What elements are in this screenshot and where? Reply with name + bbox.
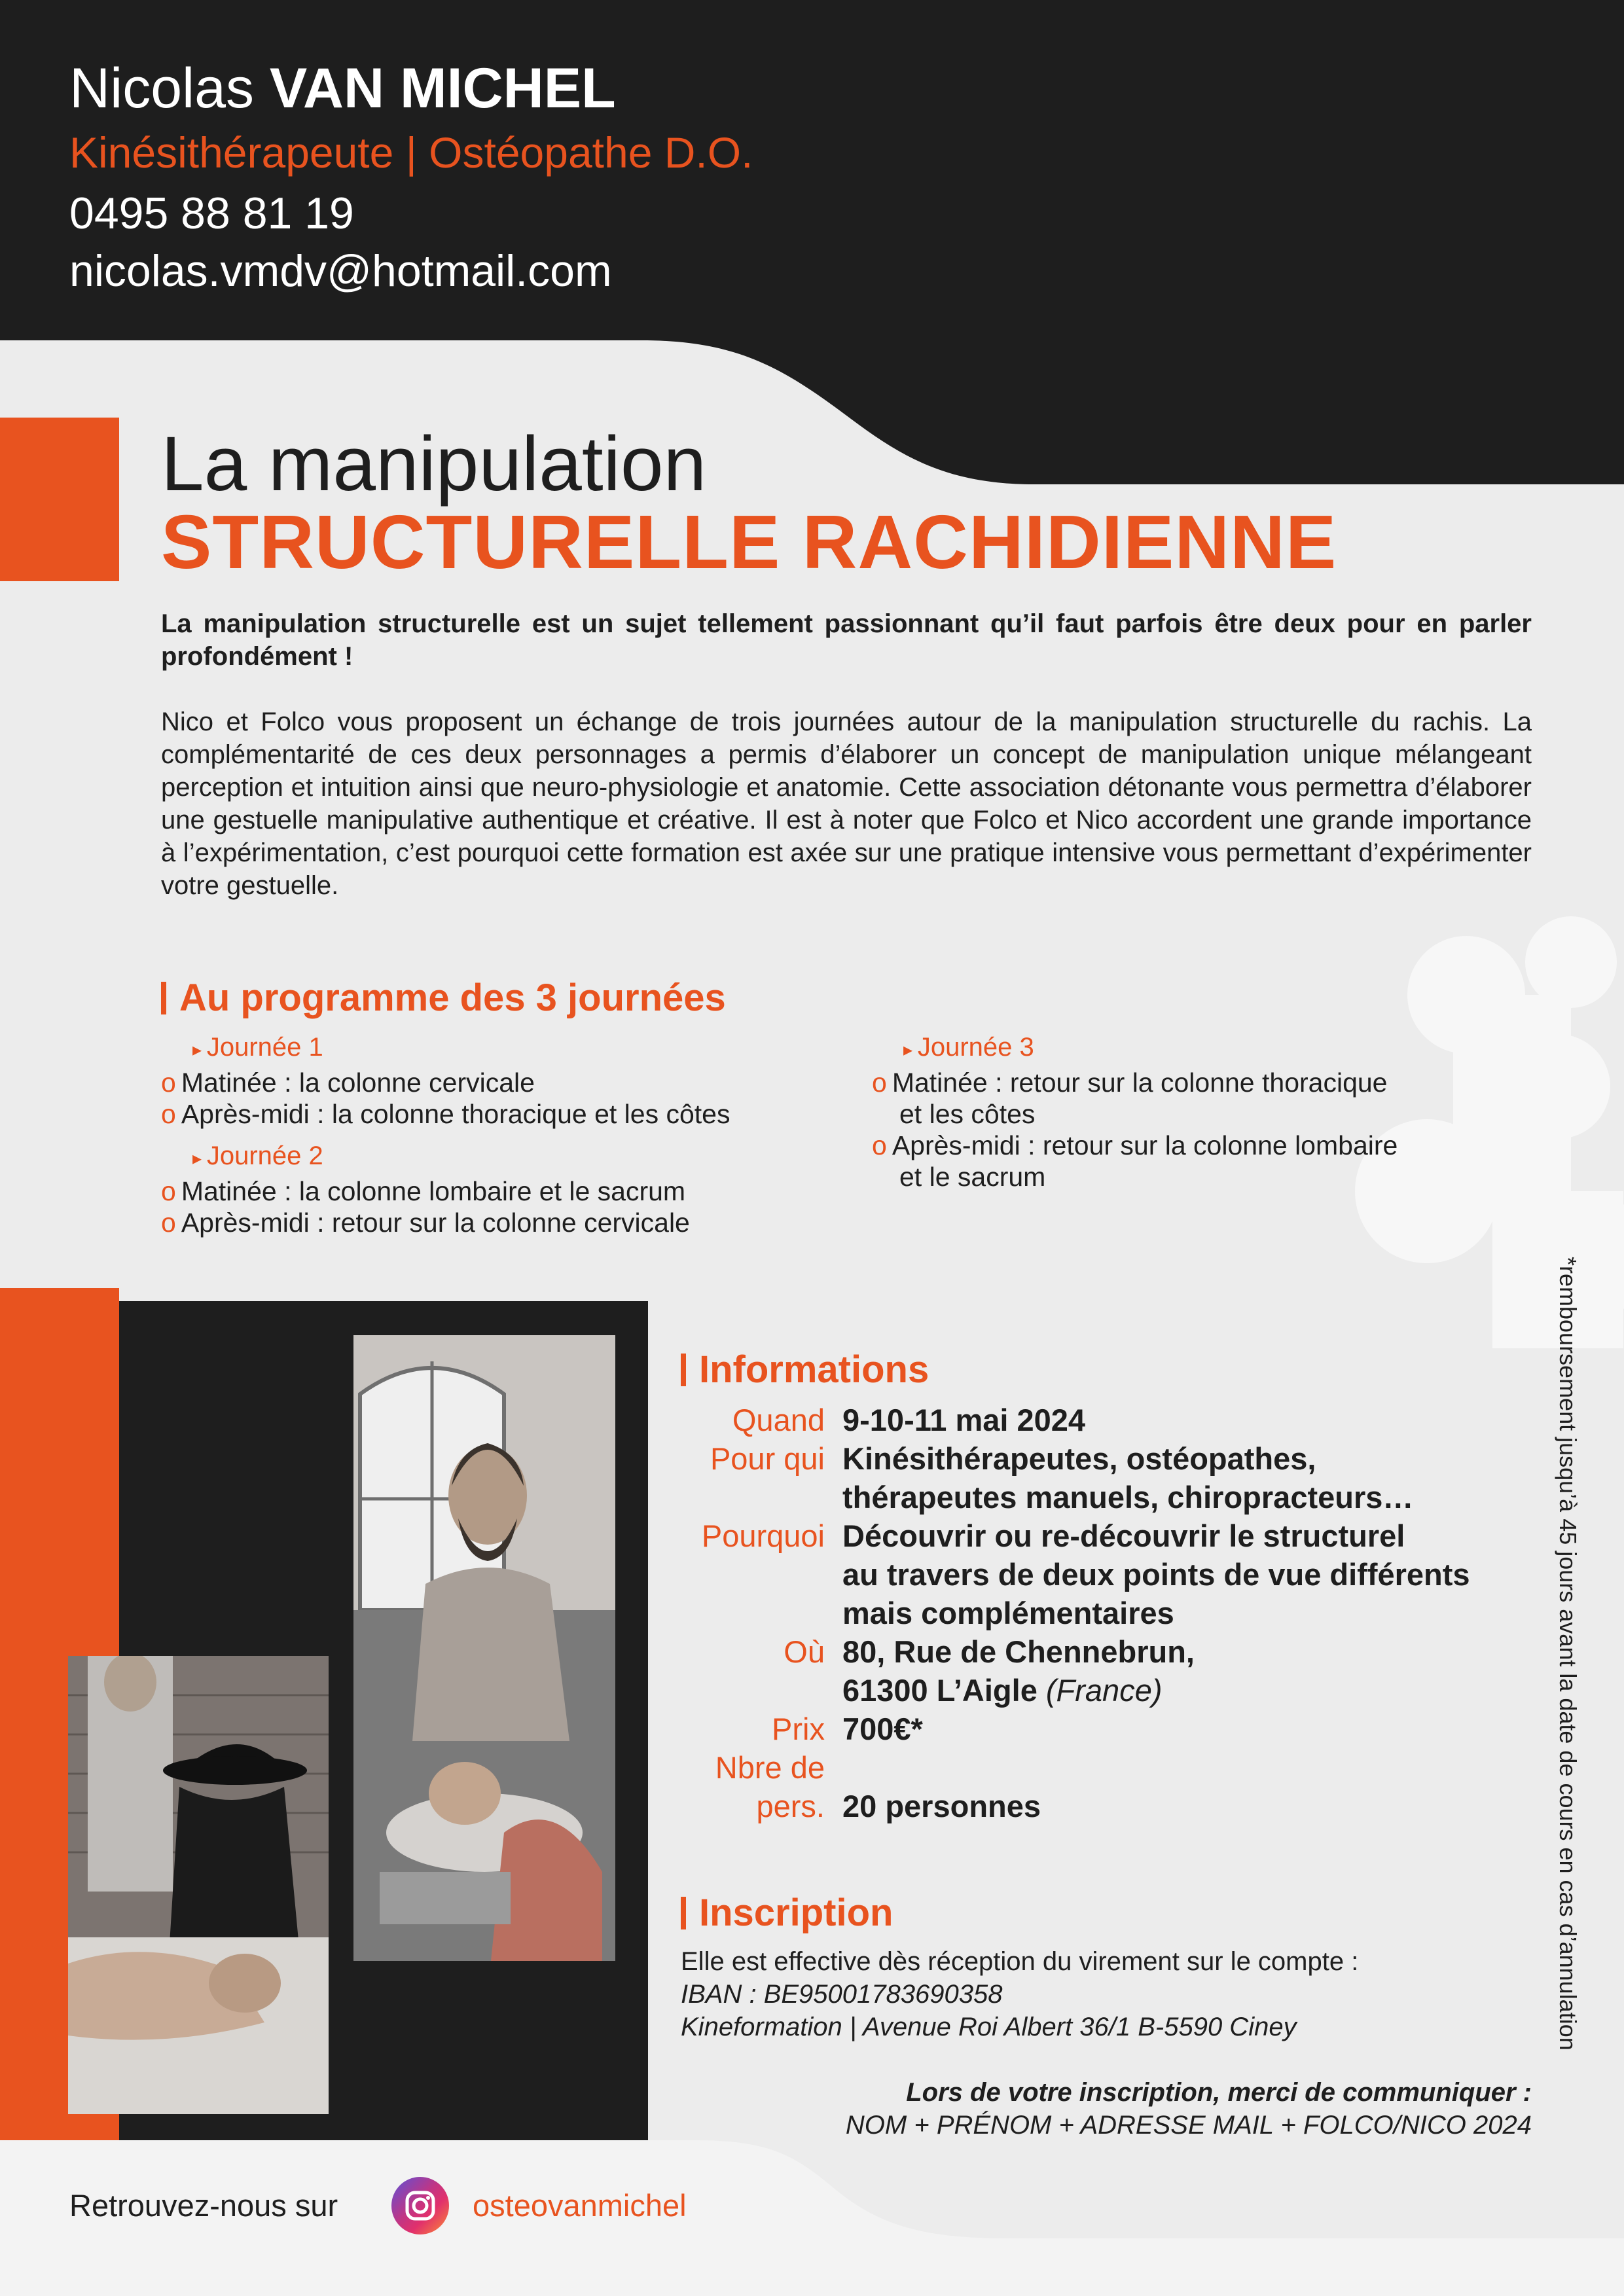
program-heading: Au programme des 3 journées: [161, 979, 726, 1017]
list-item: o Après-midi : retour sur la colonne cervicale: [161, 1208, 690, 1238]
instagram-handle[interactable]: osteovanmichel: [473, 2188, 687, 2223]
info-value: Découvrir ou re-découvrir le structurel au travers de deux points de vue différents mais complémentaires: [842, 1518, 1470, 1630]
inscription-heading: Inscription: [681, 1894, 893, 1932]
info-label: Quand: [732, 1403, 825, 1437]
info-row-ou: [674, 1632, 1538, 1710]
inscription-note: Lors de votre inscription, merci de communiquer : NOM + PRÉNOM + ADRESSE MAIL + FOLCO/NICO 2024: [845, 2078, 1532, 2140]
inscription-line: Elle est effective dès réception du virement sur le compte :: [681, 1947, 1359, 1976]
info-value: 700€*: [842, 1712, 923, 1746]
info-label: Prix: [772, 1712, 825, 1746]
author-email[interactable]: nicolas.vmdv@hotmail.com: [69, 246, 612, 296]
author-phone[interactable]: 0495 88 81 19: [69, 188, 354, 238]
info-row-prix: [674, 1710, 1538, 1748]
info-label: Pourquoi: [701, 1518, 825, 1553]
day-arrow-icon: ▸: [192, 1148, 207, 1168]
photo-illustration: [68, 1656, 329, 2114]
inscription-address: Kineformation | Avenue Roi Albert 36/1 B-5590 Ciney: [681, 2013, 1297, 2041]
bullet-icon: o: [872, 1130, 887, 1160]
bullet-icon: o: [161, 1208, 176, 1238]
info-value: 80, Rue de Chennebrun, 61300 L’Aigle (France): [842, 1634, 1195, 1708]
program-day2: [161, 1143, 881, 1238]
list-item: o Matinée : la colonne cervicale: [161, 1067, 535, 1098]
photo-manipulation-1: [353, 1335, 615, 1961]
informations-heading: Informations: [681, 1351, 929, 1389]
author-first-name: Nicolas: [69, 57, 254, 120]
list-item: o Matinée : la colonne lombaire et le sacrum: [161, 1176, 686, 1206]
bullet-icon: o: [161, 1176, 176, 1206]
info-row-quand: [674, 1401, 1538, 1439]
author-last-name: VAN MICHEL: [269, 57, 616, 120]
intro-body: Nico et Folco vous proposent un échange de trois journées autour de la manipulation structurelle du rachis. La complémentarité de ces deux personnages a permis d’élaborer un concept de manipulation unique mélangeant perception et intuition ainsi que neuro-physiologie et anatomie. Cette association détonante vous permettra d’élaborer une gestuelle manipulative authentique et créative. Il est à noter que Folco et Nico accordent une grande importance à l’expérimentation, c’est pourquoi cette formation est axée sur une pratique intensive vous permettant d’expérimenter votre gestuelle.: [161, 708, 1532, 900]
bullet-icon: o: [161, 1067, 176, 1098]
intro-lead: La manipulation structurelle est un sujet tellement passionnant qu’il faut parfois être deux pour en parler profondément !: [161, 609, 1532, 671]
photo-manipulation-2: [68, 1656, 329, 2114]
info-value: 9-10-11 mai 2024: [842, 1403, 1086, 1437]
photo-illustration: [353, 1335, 615, 1961]
info-country: (France): [1045, 1673, 1163, 1708]
inscription-details: [681, 1945, 1538, 2043]
bullet-icon: o: [161, 1099, 176, 1129]
list-item-continuation: et le sacrum: [899, 1162, 1046, 1192]
info-row-nbre: [674, 1748, 1538, 1825]
program-day3: [872, 1034, 1526, 1193]
day3-label: ▸ Journée 3: [903, 1033, 1034, 1062]
day1-label: ▸ Journée 1: [192, 1033, 323, 1062]
author-role: Kinésithérapeute | Ostéopathe D.O.: [69, 128, 753, 177]
page-title-line2: STRUCTURELLE RACHIDIENNE: [161, 499, 1337, 584]
info-row-pourquoi: [674, 1516, 1538, 1632]
info-row-pour-qui: [674, 1439, 1538, 1516]
day-arrow-icon: ▸: [903, 1039, 918, 1060]
list-item-continuation: et les côtes: [899, 1099, 1036, 1129]
list-item: o Matinée : retour sur la colonne thoracique: [872, 1067, 1388, 1098]
refund-note: *remboursement jusqu’à 45 jours avant la date de cours en cas d’annulation: [1555, 1257, 1581, 2051]
inscription-iban: IBAN : BE95001783690358: [681, 1980, 1003, 2009]
list-item: o Après-midi : retour sur la colonne lombaire: [872, 1130, 1398, 1160]
author-name: [69, 57, 616, 120]
page-title-line1: La manipulation: [161, 421, 707, 507]
footer-label: Retrouvez-nous sur: [69, 2188, 338, 2223]
instagram-icon[interactable]: [391, 2177, 449, 2234]
list-item: o Après-midi : la colonne thoracique et les côtes: [161, 1099, 731, 1129]
title-accent-bar: [0, 418, 119, 581]
info-label: Pour qui: [710, 1441, 825, 1476]
info-label: Nbre de pers.: [715, 1750, 825, 1823]
info-value: 20 personnes: [842, 1789, 1041, 1823]
program-day1: [161, 1034, 881, 1130]
info-value: Kinésithérapeutes, ostéopathes, thérapeutes manuels, chiropracteurs…: [842, 1441, 1414, 1515]
bullet-icon: o: [872, 1067, 887, 1098]
day2-label: ▸ Journée 2: [192, 1141, 323, 1170]
day-arrow-icon: ▸: [192, 1039, 207, 1060]
info-label: Où: [784, 1634, 825, 1669]
